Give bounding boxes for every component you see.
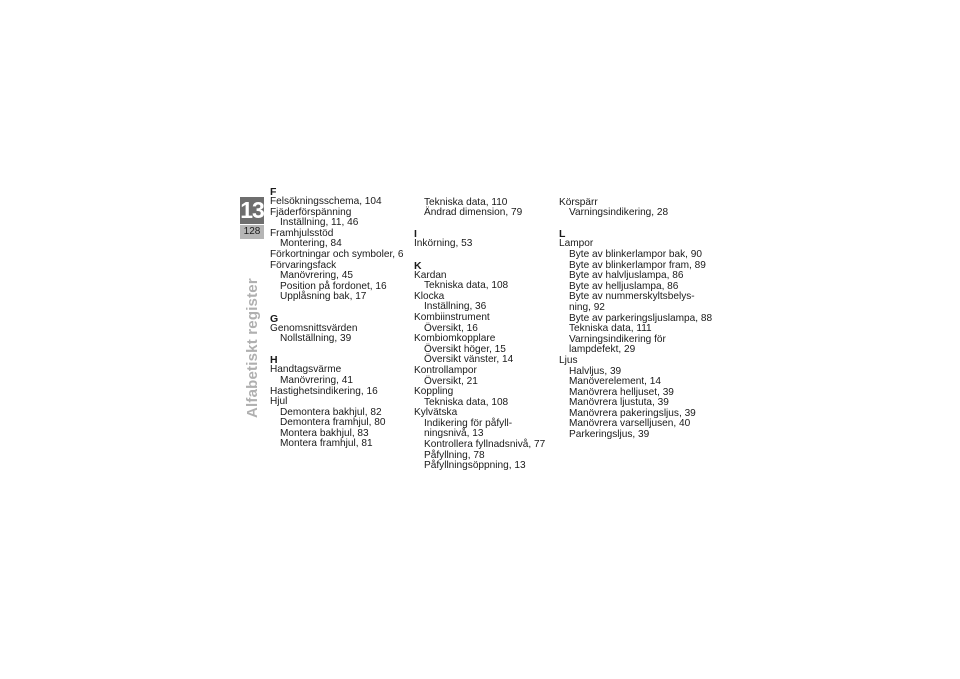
index-subentry: Demontera framhjul, 80 (280, 417, 386, 429)
index-subentry: Manövrering, 41 (280, 374, 353, 386)
index-subentry: Manövrera varselljusen, 40 (569, 418, 691, 430)
index-entry: Kontrollampor (414, 364, 477, 376)
index-subentry: Byte av blinkerlampor bak, 90 (569, 248, 702, 260)
index-entry: Handtagsvärme (270, 364, 342, 376)
index-subentry: Varningsindikering, 28 (569, 207, 669, 219)
index-subentry: Kontrollera fyllnadsnivå, 77 (424, 439, 546, 451)
index-subentry: Montera bakhjul, 83 (280, 427, 369, 439)
index-subentry: ningsnivå, 13 (424, 428, 484, 440)
index-letter: K (414, 259, 422, 272)
index-entry: Förkortningar och symboler, 6 (270, 248, 404, 260)
section-spacer (414, 187, 545, 198)
index-subentry: Översikt, 21 (424, 375, 478, 387)
index-subentry: Påfyllning, 78 (424, 449, 485, 461)
index-entry: Framhjulsstöd (270, 227, 334, 239)
index-subentry: Indikering för påfyll- (424, 417, 513, 429)
index-letter: G (270, 312, 279, 325)
index-subentry: Manövrering, 45 (280, 270, 353, 282)
page-number: 128 (240, 225, 264, 239)
index-entry: Genomsnittsvärden (270, 322, 358, 334)
index-subentry: Tekniska data, 108 (424, 280, 509, 292)
index-entry: Kylvätska (414, 407, 458, 419)
index-entry: Felsökningsschema, 104 (270, 196, 382, 207)
index-letter: F (270, 186, 277, 198)
chapter-number: 13 (240, 197, 264, 223)
index-entry: Förvaringsfack (270, 259, 337, 271)
index-entry: Kombiomkopplare (414, 333, 496, 345)
index-subentry: ning, 92 (569, 301, 605, 313)
index-subentry: Manövrera pakeringsljus, 39 (569, 407, 696, 419)
index-subentry: Byte av nummerskyltsbelys- (569, 291, 695, 303)
index-entry: Koppling (414, 386, 454, 398)
index-subentry: Byte av parkeringsljuslampa, 88 (569, 312, 713, 324)
index-entry: Körspärr (559, 196, 598, 208)
index-column-1 (270, 187, 404, 450)
index-column-3 (559, 187, 712, 441)
index-entry: Inkörning, 53 (414, 238, 473, 250)
index-subentry: Tekniska data, 111 (569, 323, 652, 335)
index-subentry: Byte av halvljuslampa, 86 (569, 270, 684, 282)
index-subentry: Demontera bakhjul, 82 (280, 406, 382, 418)
index-subentry: Byte av blinkerlampor fram, 89 (569, 259, 706, 271)
index-subentry: Upplåsning bak, 17 (280, 291, 367, 303)
index-letter: H (270, 354, 278, 367)
index-subentry: Montering, 84 (280, 238, 342, 250)
index-subentry: Nollställning, 39 (280, 333, 352, 345)
chapter-tab (240, 197, 264, 239)
index-subentry: Byte av helljuslampa, 86 (569, 280, 679, 292)
index-subentry: Tekniska data, 108 (424, 396, 509, 408)
section-spacer (559, 187, 712, 198)
index-subentry: Översikt, 16 (424, 322, 478, 334)
index-letter: L (559, 228, 566, 241)
index-entry: Lampor (559, 238, 594, 250)
index-subentry: Montera framhjul, 81 (280, 438, 373, 450)
index-entry: Hjul (270, 396, 288, 408)
index-subentry: Påfyllningsöppning, 13 (424, 460, 526, 472)
index-subentry: Ändrad dimension, 79 (424, 207, 523, 219)
section-spacer (414, 250, 545, 261)
index-entry: Klocka (414, 290, 445, 302)
index-subentry: Manövrera helljuset, 39 (569, 386, 674, 398)
index-subentry: Position på fordonet, 16 (280, 280, 387, 292)
index-subentry: Parkeringsljus, 39 (569, 429, 650, 441)
section-spacer (559, 219, 712, 230)
index-subentry: Manöverelement, 14 (569, 376, 662, 388)
index-subentry: Översikt höger, 15 (424, 343, 506, 355)
index-entry: Kardan (414, 269, 447, 281)
section-spacer (414, 219, 545, 230)
section-spacer (270, 345, 404, 356)
index-subentry: lampdefekt, 29 (569, 344, 636, 356)
index-subentry: Manövrera ljustuta, 39 (569, 397, 669, 409)
index-entry: Hastighetsindikering, 16 (270, 385, 378, 397)
section-spacer (270, 303, 404, 314)
index-subentry: Inställning, 36 (424, 301, 487, 313)
index-subentry: Varningsindikering för (569, 333, 666, 345)
chapter-title: Alfabetiskt register (244, 278, 261, 418)
index-entry: Kombiinstrument (414, 311, 490, 323)
index-subentry: Översikt vänster, 14 (424, 354, 514, 366)
index-subentry: Inställning, 11, 46 (280, 217, 359, 229)
index-entry: Fjäderförspänning (270, 206, 352, 218)
index-subentry: Tekniska data, 110 (424, 196, 508, 208)
index-column-2 (414, 187, 545, 472)
index-entry: Ljus (559, 354, 578, 366)
index-subentry: Halvljus, 39 (569, 365, 622, 377)
index-letter: I (414, 228, 417, 241)
